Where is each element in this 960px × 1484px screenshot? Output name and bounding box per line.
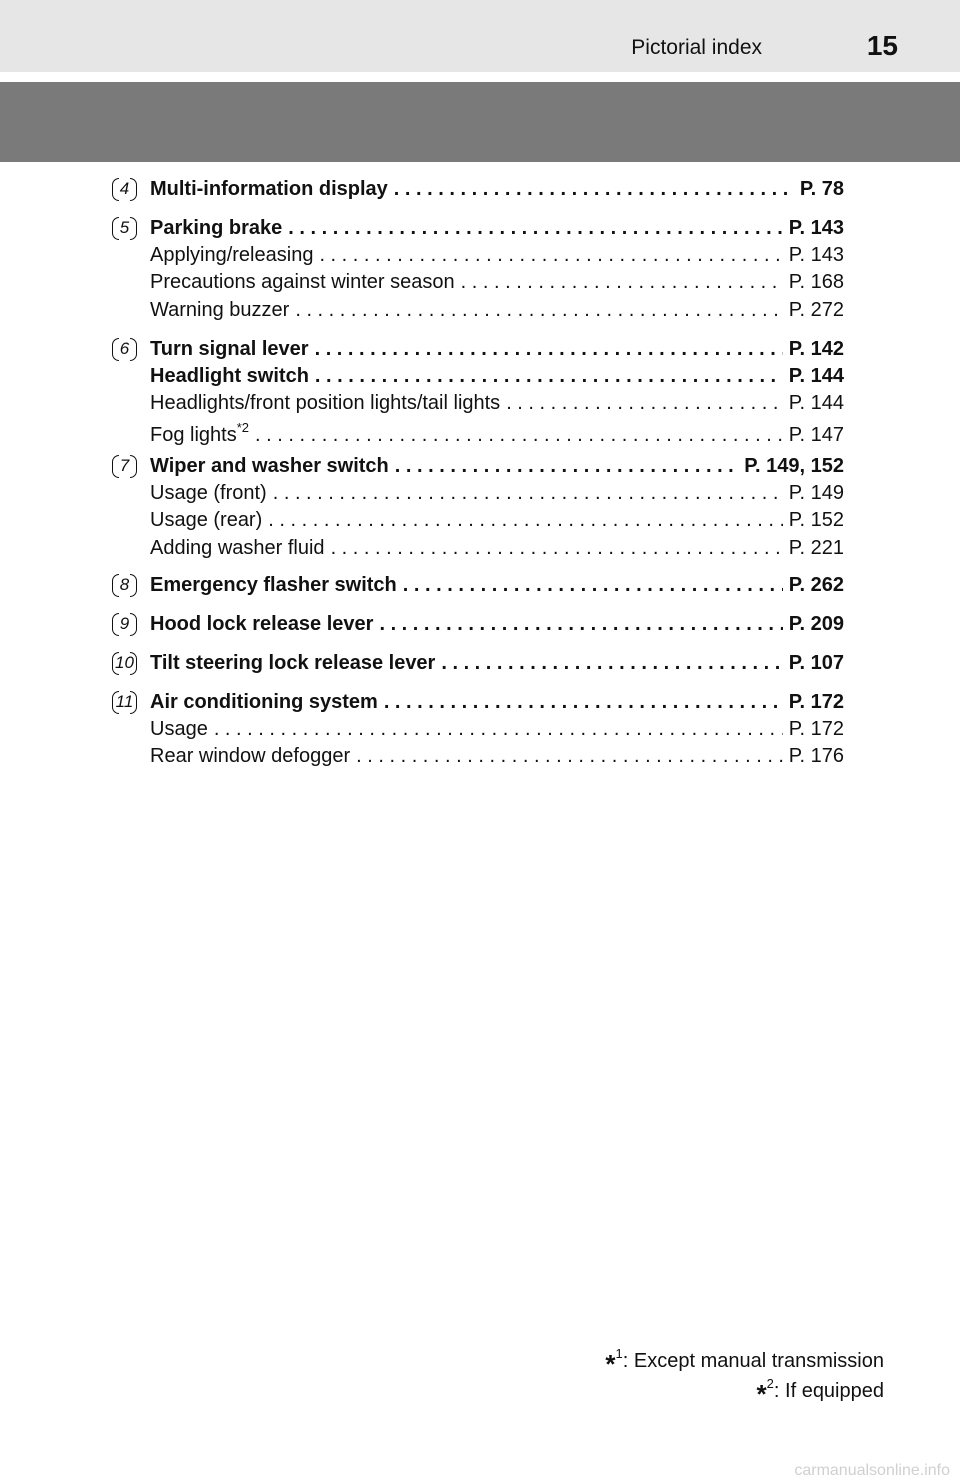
dot-leader [288,217,782,240]
section-title: Pictorial index [631,36,762,59]
entry-label: Rear window defogger [150,745,351,768]
footnote-mark: *2 [236,419,250,435]
page-reference[interactable]: P. 168 [788,271,844,294]
dot-leader [441,652,782,675]
page-reference[interactable]: P. 107 [788,652,844,674]
item-number-badge: 6 [112,338,137,359]
index-subentry[interactable] [150,244,844,270]
index-entry[interactable] [150,365,844,391]
entry-label: Usage (rear) [150,509,263,532]
page-reference[interactable]: P. 144 [788,365,844,388]
index-subentry[interactable] [150,509,844,535]
dot-leader [214,718,783,741]
dot-leader [315,365,783,388]
page-reference[interactable]: P. 143 [788,217,844,239]
dot-leader [319,244,782,267]
entry-label: Multi-information display [150,178,388,200]
index-entry[interactable] [150,455,844,481]
entry-label: Usage (front) [150,482,267,505]
entry-label: Turn signal lever [150,338,309,360]
entry-label: Adding washer fluid [150,536,325,559]
page-reference[interactable]: P. 172 [788,718,844,741]
entry-label: Tilt steering lock release lever [150,652,436,674]
entry-label: Precautions against winter season [150,271,455,294]
item-number-badge: 9 [112,613,137,634]
entry-label: Air conditioning system [150,691,378,713]
index-subentry[interactable] [150,537,844,563]
page-reference[interactable]: P. 221 [788,536,844,559]
page-number: 15 [866,30,898,61]
footnote-1: *$^1$: Except manual transmission [605,1346,884,1379]
page-reference[interactable]: P. 152 [788,509,844,532]
index-entry[interactable] [150,217,844,243]
index-entry[interactable] [150,178,844,204]
entry-label: Headlight switch [150,365,309,388]
item-number-badge: 7 [112,455,137,476]
dot-leader [255,424,783,446]
dot-leader [295,299,782,322]
dot-leader [395,455,738,478]
item-number-badge: 4 [112,178,137,199]
page-reference[interactable]: P. 176 [788,745,844,768]
index-entry[interactable] [150,691,844,717]
page-reference[interactable]: P. 209 [788,613,844,635]
index-subentry[interactable] [150,271,844,297]
page-reference[interactable]: P. 143 [788,244,844,267]
item-number-badge: 5 [112,217,137,238]
page-reference[interactable]: P. 272 [788,298,844,321]
item-number-badge: 10 [112,652,137,673]
page-reference[interactable]: P. 147 [788,423,844,446]
entry-label: Wiper and washer switch [150,455,389,477]
entry-label: Hood lock release lever [150,613,374,635]
item-number-badge: 8 [112,574,137,595]
page-reference[interactable]: P. 149, 152 [744,455,844,477]
entry-label: Usage [150,718,208,741]
dot-leader [461,271,783,294]
entry-label: Fog lights$^{*2}$ [150,419,250,446]
index-entry[interactable] [150,574,844,600]
index-subentry[interactable] [150,392,844,418]
dot-leader [268,509,782,532]
index-subentry[interactable] [150,718,844,744]
index-entry[interactable] [150,652,844,678]
dot-leader [356,745,783,768]
page-reference[interactable]: P. 144 [788,392,844,415]
page-reference[interactable]: P. 149 [788,482,844,505]
index-subentry[interactable] [150,745,844,771]
index-entry[interactable] [150,613,844,639]
entry-label: Parking brake [150,217,283,239]
header-gray-bar [0,82,960,162]
page-reference[interactable]: P. 78 [799,178,844,200]
dot-leader [315,338,783,361]
dot-leader [379,613,782,636]
entry-label: Applying/releasing [150,244,314,267]
footnote-2: *$^2$: If equipped [756,1376,884,1409]
entry-label: Headlights/front position lights/tail lights [150,392,501,415]
index-subentry[interactable] [150,482,844,508]
dot-leader [273,482,783,505]
header-band [0,0,960,72]
dot-leader [384,691,783,714]
watermark: carmanualsonline.info [794,1462,950,1479]
page-reference[interactable]: P. 142 [788,338,844,360]
page-reference[interactable]: P. 172 [788,691,844,713]
dot-leader [403,574,783,597]
dot-leader [394,178,794,201]
index-subentry[interactable] [150,420,844,446]
page-reference[interactable]: P. 262 [788,574,844,596]
index-entry[interactable] [150,338,844,364]
dot-leader [506,392,783,415]
item-number-badge: 11 [112,691,137,712]
index-subentry[interactable] [150,299,844,325]
entry-label: Warning buzzer [150,298,290,321]
entry-label: Emergency flasher switch [150,574,397,596]
dot-leader [331,537,783,560]
